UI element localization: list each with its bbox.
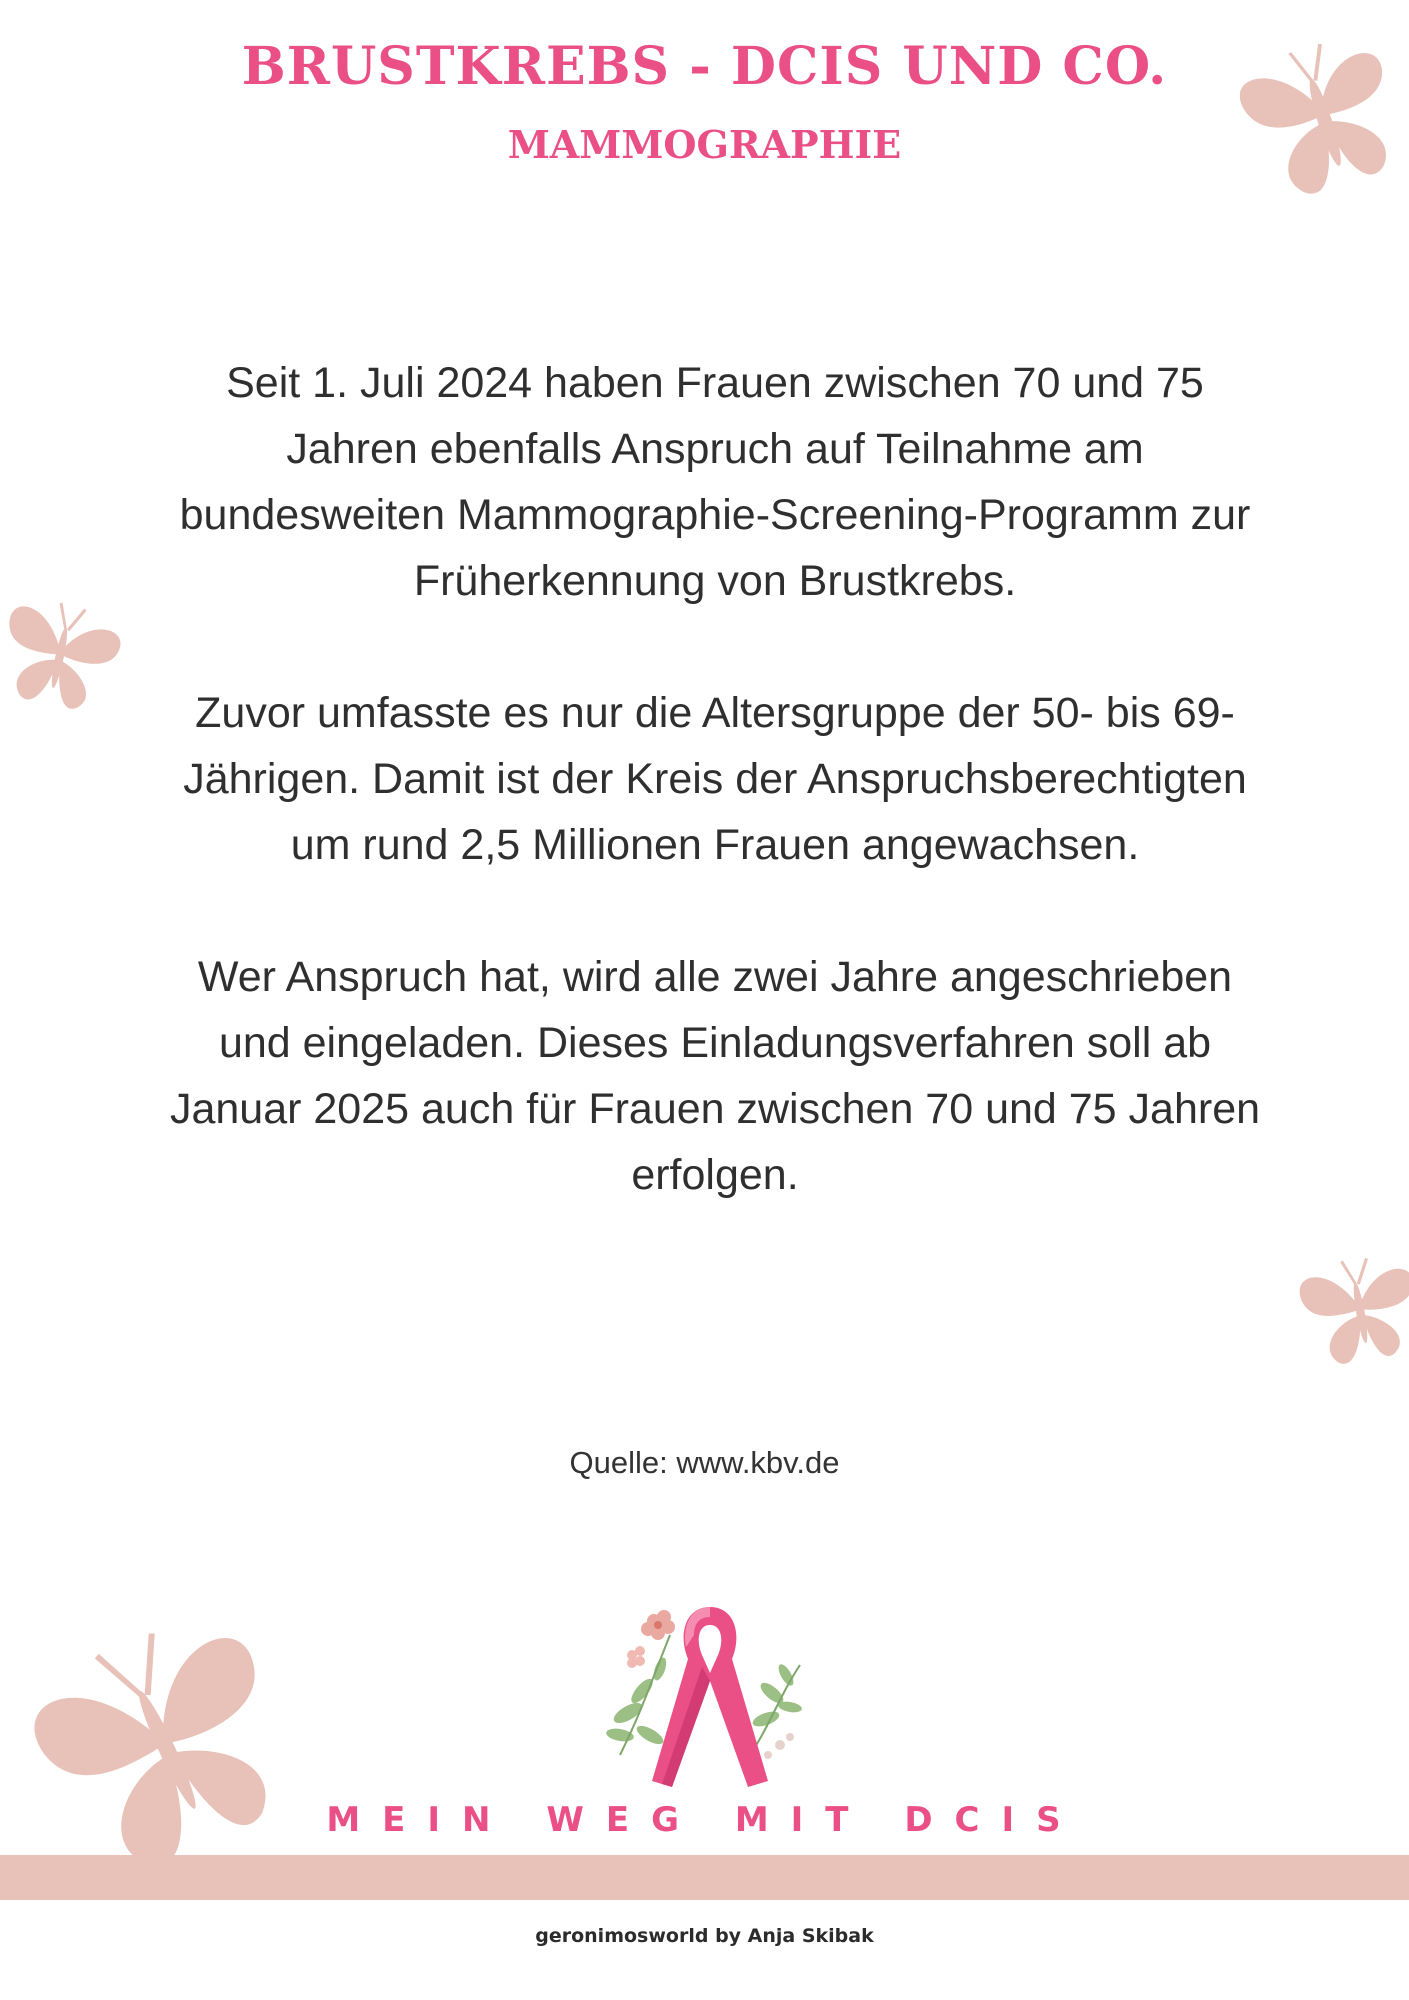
body-text	[165, 350, 1265, 1274]
source-line: Quelle: www.kbv.de	[569, 1445, 840, 1480]
tagline: MEIN WEG MIT DCIS	[326, 1800, 1083, 1840]
paragraph-2: Zuvor umfasste es nur die Altersgruppe der 50- bis 69-Jährigen. Damit ist der Kreis der Anspruchsberechtigten um rund 2,5 Millionen Frauen angewachsen.	[183, 689, 1247, 869]
footer-band	[0, 1855, 1409, 1900]
paragraph-3: Wer Anspruch hat, wird alle zwei Jahre angeschrieben und eingeladen. Dieses Einladungsverfahren soll ab Januar 2025 auch für Frauen zwischen 70 und 75 Jahren erfolgen.	[169, 953, 1261, 1199]
butterfly-icon	[0, 585, 130, 725]
page-title: BRUSTKREBS - DCIS UND CO.	[241, 36, 1168, 97]
credit-line: geronimosworld by Anja Skibak	[535, 1925, 874, 1947]
paragraph-1: Seit 1. Juli 2024 haben Frauen zwischen 70 und 75 Jahren ebenfalls Anspruch auf Teilnahme am bundesweiten Mammographie-Screening-Programm zur Früherkennung von Brustkrebs.	[179, 359, 1251, 605]
butterfly-icon	[1290, 1240, 1409, 1380]
page-subtitle: MAMMOGRAPHIE	[507, 122, 902, 167]
pink-ribbon-icon	[590, 1595, 830, 1795]
